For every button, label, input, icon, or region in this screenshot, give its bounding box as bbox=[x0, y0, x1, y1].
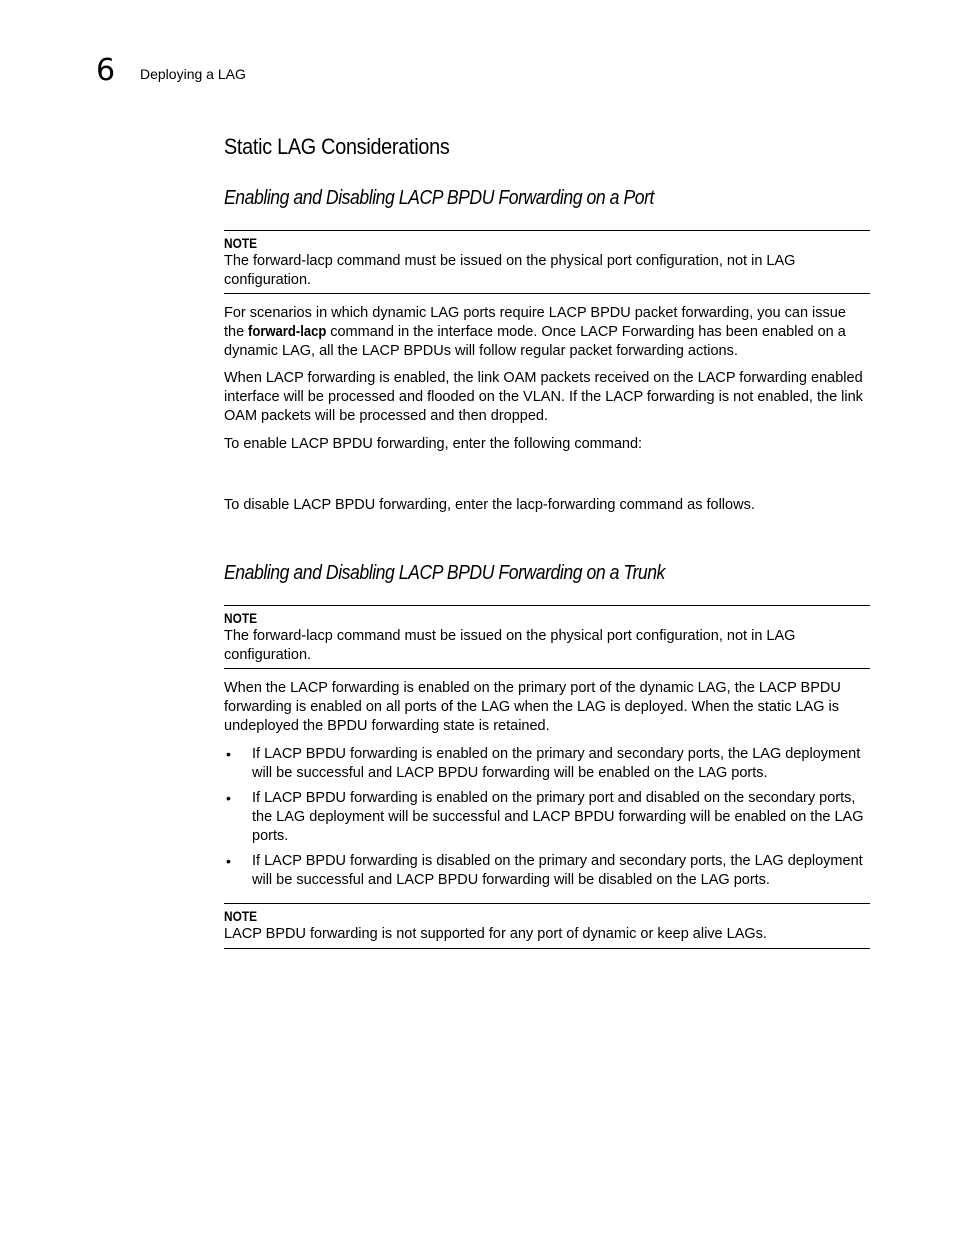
chapter-number: 6 bbox=[96, 53, 116, 88]
port-section-heading: Enabling and Disabling LACP BPDU Forwarding on a Port bbox=[224, 187, 654, 209]
port-paragraph-2: When LACP forwarding is enabled, the link OAM packets received on the LACP forwarding enabled interface will be processed and flooded on the VLAN. If the LACP forwarding is not enabled, the link OAM packets will be processed and then dropped. bbox=[224, 370, 863, 424]
note-label: NOTE bbox=[224, 610, 258, 626]
list-item-text: If LACP BPDU forwarding is enabled on the primary port and disabled on the secondary ports, the LAG deployment will be successful and LACP BPDU forwarding will be enabled on the LAG ports. bbox=[252, 790, 864, 844]
port-paragraph-3: To enable LACP BPDU forwarding, enter the following command: bbox=[224, 436, 643, 452]
command-name: forward-lacp bbox=[248, 324, 327, 340]
port-note-box bbox=[224, 230, 870, 294]
port-paragraph-1 bbox=[224, 304, 870, 361]
note-label: NOTE bbox=[224, 908, 258, 924]
port-paragraph-4: To disable LACP BPDU forwarding, enter the lacp-forwarding command as follows. bbox=[224, 497, 755, 513]
trunk-paragraph-1: When the LACP forwarding is enabled on the primary port of the dynamic LAG, the LACP BPDU forwarding is enabled on all ports of the LAG when the LAG is deployed. When the static LAG is undeployed the BPDU forwarding state is retained. bbox=[224, 680, 841, 734]
bullet-icon: • bbox=[226, 746, 231, 762]
section-title: Static LAG Considerations bbox=[224, 134, 450, 159]
trunk-bullet-list bbox=[224, 745, 870, 896]
note-text: The forward-lacp command must be issued on the physical port configuration, not in LAG configuration. bbox=[224, 628, 796, 663]
paragraph-text: command in the interface mode. Once LACP Forwarding has been enabled on a dynamic LAG, all the LACP BPDUs will follow regular packet forwarding actions. bbox=[224, 324, 846, 359]
chapter-title: Deploying a LAG bbox=[140, 66, 246, 82]
list-item bbox=[224, 745, 870, 783]
note-text: The forward-lacp command must be issued on the physical port configuration, not in LAG configuration. bbox=[224, 253, 796, 288]
list-item-text: If LACP BPDU forwarding is disabled on the primary and secondary ports, the LAG deployment will be successful and LACP BPDU forwarding will be disabled on the LAG ports. bbox=[252, 853, 863, 888]
trunk-section-heading: Enabling and Disabling LACP BPDU Forwarding on a Trunk bbox=[224, 562, 665, 584]
paragraph-text: For scenarios in which dynamic LAG ports require LACP BPDU packet forwarding, you can issue the bbox=[224, 305, 846, 340]
list-item bbox=[224, 789, 870, 846]
list-item-text: If LACP BPDU forwarding is enabled on the primary and secondary ports, the LAG deployment will be successful and LACP BPDU forwarding will be enabled on the LAG ports. bbox=[252, 746, 861, 781]
trunk-note-box-2 bbox=[224, 903, 870, 949]
list-item bbox=[224, 852, 870, 890]
note-label: NOTE bbox=[224, 235, 258, 251]
trunk-note-box bbox=[224, 605, 870, 669]
bullet-icon: • bbox=[226, 790, 231, 806]
bullet-icon: • bbox=[226, 853, 231, 869]
note-text: LACP BPDU forwarding is not supported for any port of dynamic or keep alive LAGs. bbox=[224, 926, 767, 942]
